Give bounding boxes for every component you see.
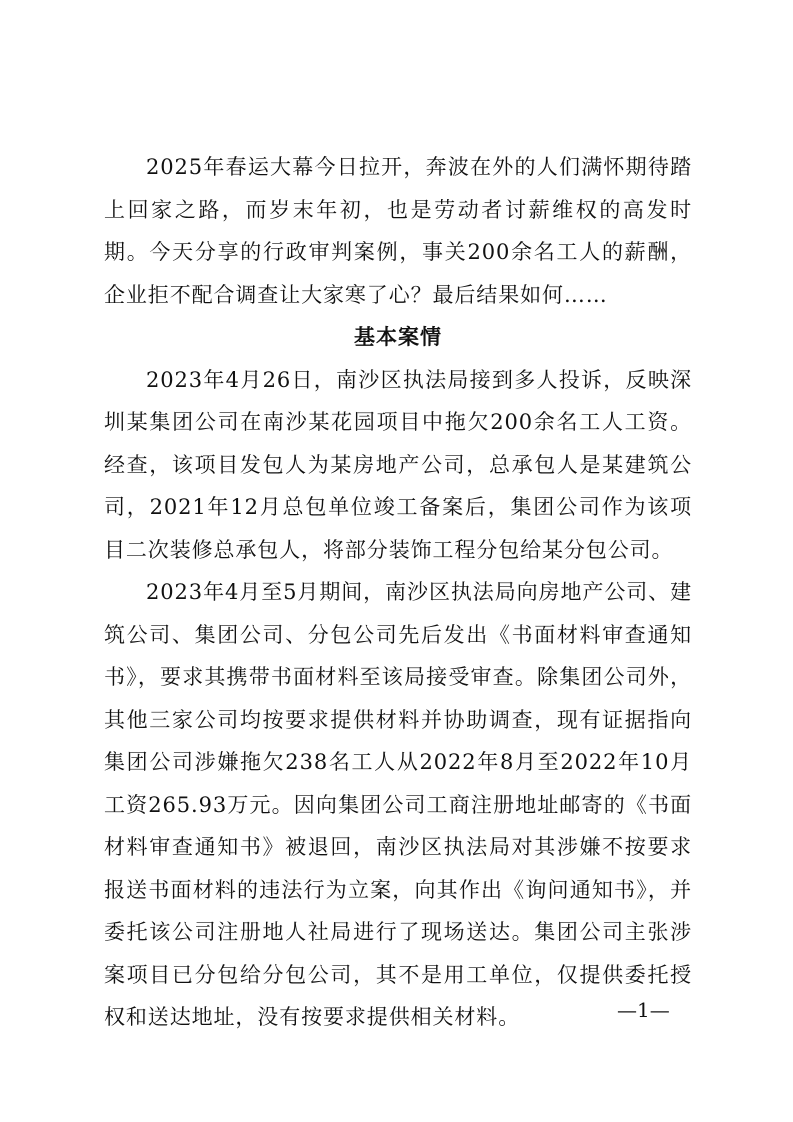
- document-body: [104, 146, 692, 1039]
- case-paragraph-1: 2023年4月26日，南沙区执法局接到多人投诉，反映深圳某集团公司在南沙某花园项目中拖欠200余名工人工资。经查，该项目发包人为某房地产公司，总承包人是某建筑公司，2021年12月总包单位竣工备案后，集团公司作为该项目二次装修总承包人，将部分装饰工程分包给某分包公司。: [104, 367, 692, 562]
- page-number: —1—: [617, 998, 670, 1022]
- intro-paragraph: 2025年春运大幕今日拉开，奔波在外的人们满怀期待踏上回家之路，而岁末年初，也是劳动者讨薪维权的高发时期。今天分享的行政审判案例，事关200余名工人的薪酬，企业拒不配合调查让大家寒了心？最后结果如何……: [104, 155, 692, 307]
- case-paragraph-2: 2023年4月至5月期间，南沙区执法局向房地产公司、建筑公司、集团公司、分包公司先后发出《书面材料审查通知书》，要求其携带书面材料至该局接受审查。除集团公司外，其他三家公司均按要求提供材料并协助调查，现有证据指向集团公司涉嫌拖欠238名工人从2022年8月至2022年10月工资265.93万元。因向集团公司工商注册地址邮寄的《书面材料审查通知书》被退回，南沙区执法局对其涉嫌不按要求报送书面材料的违法行为立案，向其作出《询问通知书》，并委托该公司注册地人社局进行了现场送达。集团公司主张涉案项目已分包给分包公司，其不是用工单位，仅提供委托授权和送达地址，没有按要求提供相关材料。: [104, 580, 692, 1029]
- section-title: 基本案情: [354, 325, 442, 349]
